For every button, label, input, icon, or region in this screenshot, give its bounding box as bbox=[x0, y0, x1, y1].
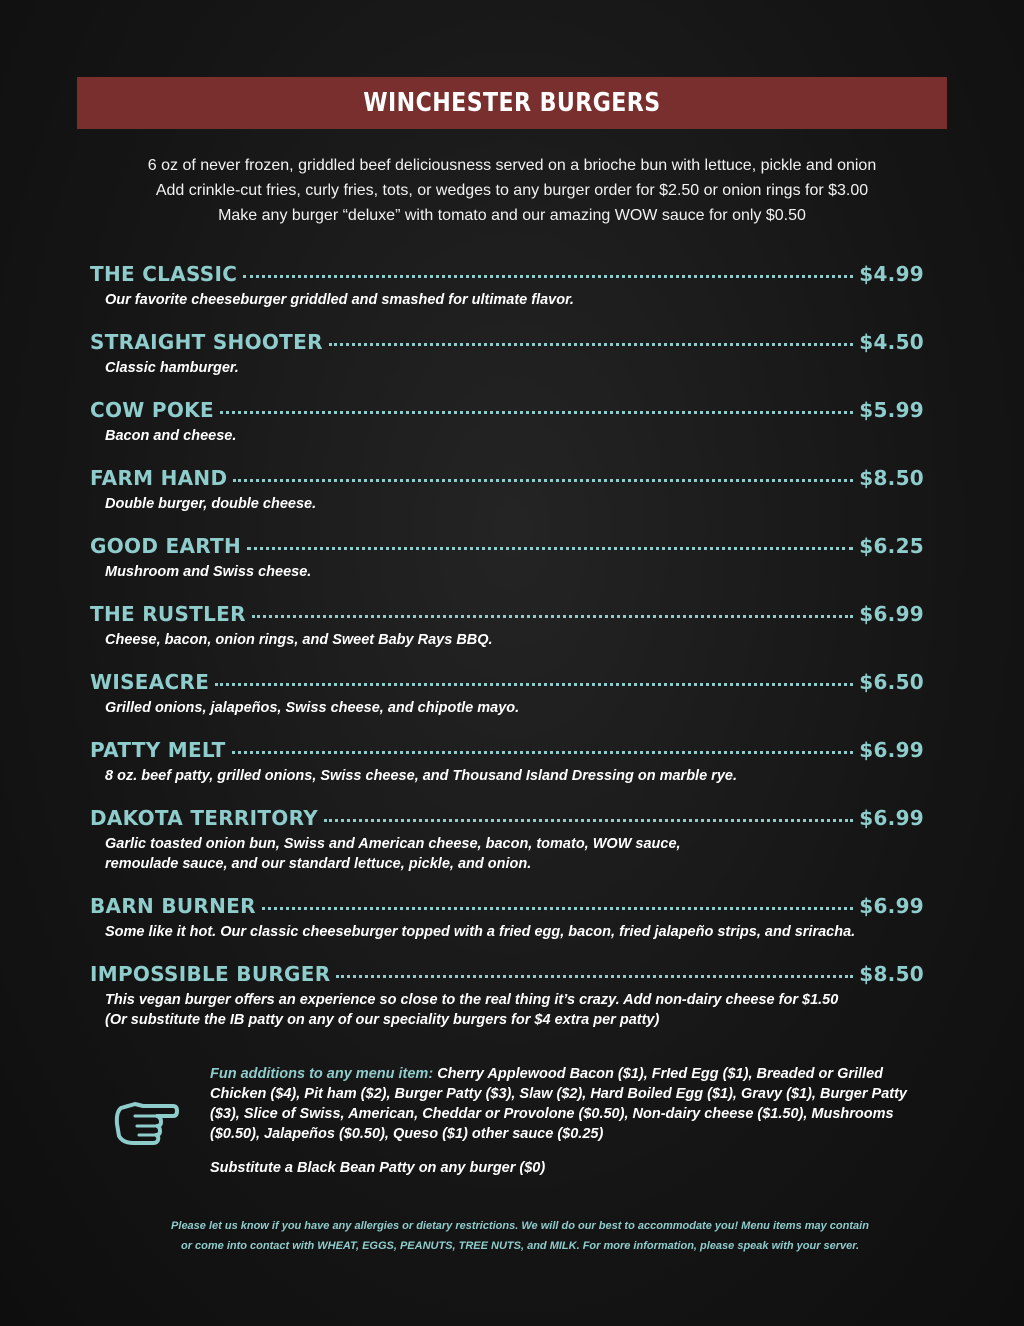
menu-item-price: $6.50 bbox=[859, 670, 924, 694]
menu-item-price: $8.50 bbox=[859, 962, 924, 986]
menu-item bbox=[90, 262, 924, 310]
dot-leader bbox=[247, 547, 853, 550]
menu-item-row bbox=[90, 738, 924, 766]
menu-item-description: 8 oz. beef patty, grilled onions, Swiss cheese, and Thousand Island Dressing on marble rye. bbox=[105, 768, 737, 784]
menu-item-description: remoulade sauce, and our standard lettuce, pickle, and onion. bbox=[105, 856, 532, 872]
menu-item-name: THE CLASSIC bbox=[90, 262, 238, 286]
dot-leader bbox=[215, 683, 853, 686]
intro-line: 6 oz of never frozen, griddled beef deliciousness served on a brioche bun with lettuce, pickle and onion bbox=[147, 157, 877, 174]
intro-text bbox=[77, 153, 947, 228]
menu-item bbox=[90, 806, 924, 874]
menu-item-name: IMPOSSIBLE BURGER bbox=[90, 962, 331, 986]
menu-item-price: $6.99 bbox=[859, 602, 924, 626]
menu-item-name: STRAIGHT SHOOTER bbox=[90, 330, 323, 354]
menu-item bbox=[90, 962, 924, 1030]
menu-item-description: This vegan burger offers an experience so close to the real thing it’s crazy. Add non-dairy cheese for $1.50 bbox=[105, 992, 839, 1008]
menu-item-row bbox=[90, 534, 924, 562]
menu-item-name: COW POKE bbox=[90, 398, 214, 422]
dot-leader bbox=[232, 751, 854, 754]
menu-item bbox=[90, 670, 924, 718]
additions-label: Fun additions to any menu item: bbox=[210, 1066, 434, 1082]
menu-item-name: DAKOTA TERRITORY bbox=[90, 806, 318, 830]
menu-item bbox=[90, 738, 924, 786]
menu-item-price: $6.99 bbox=[859, 894, 924, 918]
menu-item-price: $6.99 bbox=[859, 806, 924, 830]
intro-line: Make any burger “deluxe” with tomato and our amazing WOW sauce for only $0.50 bbox=[218, 207, 806, 224]
menu-item-name: BARN BURNER bbox=[90, 894, 256, 918]
menu-item-price: $4.99 bbox=[859, 262, 924, 286]
allergy-notice bbox=[100, 1216, 940, 1256]
dot-leader bbox=[252, 615, 853, 618]
menu-item-row bbox=[90, 330, 924, 358]
menu-item-description: (Or substitute the IB patty on any of our speciality burgers for $4 extra per patty) bbox=[105, 1012, 660, 1028]
menu-item-row bbox=[90, 806, 924, 834]
intro-line: Add crinkle-cut fries, curly fries, tots, or wedges to any burger order for $2.50 or onion rings for $3.00 bbox=[155, 182, 869, 199]
dot-leader bbox=[324, 819, 853, 822]
menu-item-description: Garlic toasted onion bun, Swiss and American cheese, bacon, tomato, WOW sauce, bbox=[105, 836, 681, 852]
menu-item-price: $5.99 bbox=[859, 398, 924, 422]
allergy-line: or come into contact with WHEAT, EGGS, PEANUTS, TREE NUTS, and MILK. For more information, please speak with your server. bbox=[180, 1240, 860, 1252]
menu-item bbox=[90, 534, 924, 582]
menu-item bbox=[90, 398, 924, 446]
menu-item-price: $6.99 bbox=[859, 738, 924, 762]
menu-item-description: Our favorite cheeseburger griddled and smashed for ultimate flavor. bbox=[105, 292, 574, 308]
menu-item-description: Mushroom and Swiss cheese. bbox=[105, 564, 312, 580]
menu-item-name: PATTY MELT bbox=[90, 738, 226, 762]
menu-item bbox=[90, 602, 924, 650]
allergy-line: Please let us know if you have any allergies or dietary restrictions. We will do our best to accommodate you! Menu items may contain bbox=[171, 1220, 869, 1232]
dot-leader bbox=[329, 343, 853, 346]
menu-item-row bbox=[90, 262, 924, 290]
menu-item-row bbox=[90, 962, 924, 990]
menu-item-name: WISEACRE bbox=[90, 670, 210, 694]
menu-item-price: $4.50 bbox=[859, 330, 924, 354]
menu-item bbox=[90, 330, 924, 378]
menu-item-row bbox=[90, 894, 924, 922]
menu-item-row bbox=[90, 398, 924, 426]
dot-leader bbox=[336, 975, 853, 978]
dot-leader bbox=[233, 479, 853, 482]
additions-section bbox=[210, 1064, 930, 1178]
menu-item-description: Grilled onions, jalapeños, Swiss cheese, and chipotle mayo. bbox=[105, 700, 520, 716]
page-title: WINCHESTER BURGERS bbox=[363, 88, 661, 118]
dot-leader bbox=[220, 411, 853, 414]
dot-leader bbox=[262, 907, 853, 910]
menu-item-description: Classic hamburger. bbox=[105, 360, 239, 376]
menu-item-description: Bacon and cheese. bbox=[105, 428, 237, 444]
additions-list: Cherry Applewood Bacon ($1), FrIed Egg ($1), Breaded or Grilled Chicken ($4), Pit ham ($2), Burger Patty ($3), Slaw ($2), Hard Boiled Egg ($1), Gravy ($1), Burger Patty ($3), Slice of Swiss, American, Cheddar or Provolone ($0.50), Non-dairy cheese ($1.50), Mushrooms ($0.50), Jalapeños ($0.50), Queso ($1) other sauce ($0.25) bbox=[210, 1066, 907, 1142]
menu-item-name: GOOD EARTH bbox=[90, 534, 242, 558]
menu-item bbox=[90, 466, 924, 514]
menu-item-name: THE RUSTLER bbox=[90, 602, 246, 626]
menu-item bbox=[90, 894, 924, 942]
additions-text bbox=[210, 1064, 930, 1144]
pointing-hand-icon bbox=[113, 1096, 179, 1146]
dot-leader bbox=[243, 275, 853, 278]
substitute-note: Substitute a Black Bean Patty on any burger ($0) bbox=[210, 1160, 546, 1176]
menu-item-row bbox=[90, 670, 924, 698]
menu-item-description: Double burger, double cheese. bbox=[105, 496, 317, 512]
menu-item-description: Cheese, bacon, onion rings, and Sweet Baby Rays BBQ. bbox=[105, 632, 493, 648]
menu-item-name: FARM HAND bbox=[90, 466, 228, 490]
menu-item-row bbox=[90, 602, 924, 630]
menu-item-description: Some like it hot. Our classic cheeseburger topped with a fried egg, bacon, fried jalapeño strips, and sriracha. bbox=[105, 924, 856, 940]
header-banner bbox=[77, 77, 947, 129]
menu-item-row bbox=[90, 466, 924, 494]
menu-item-price: $6.25 bbox=[859, 534, 924, 558]
menu-item-price: $8.50 bbox=[859, 466, 924, 490]
